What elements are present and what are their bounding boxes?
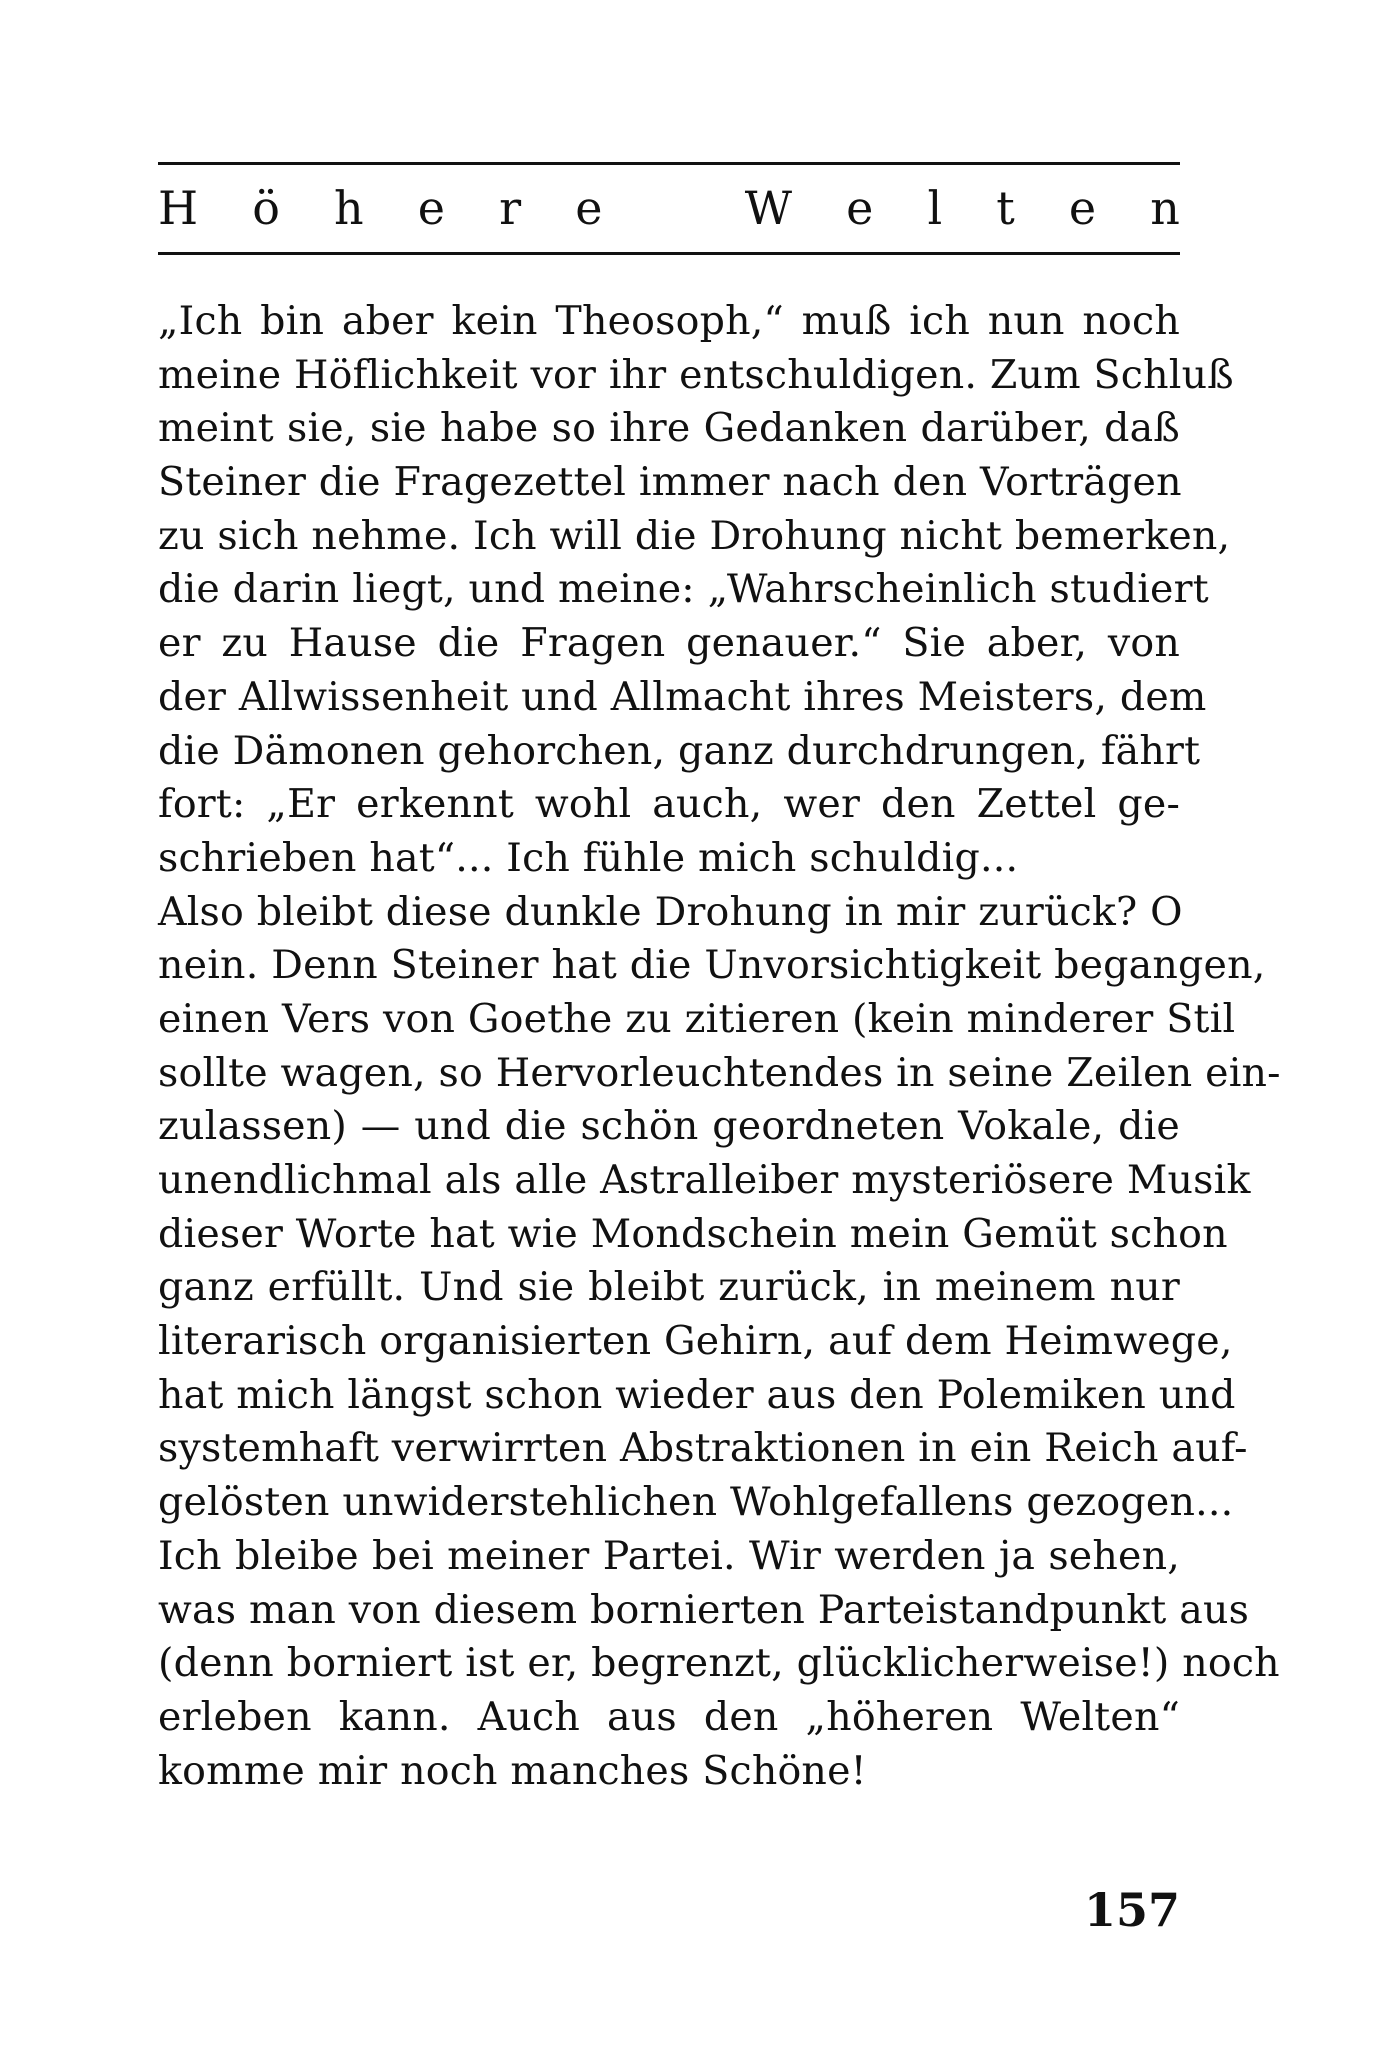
- running-head-letter: r: [499, 181, 522, 235]
- text-line: Ich bleibe bei meiner Partei. Wir werden ja sehen,: [158, 1532, 1180, 1579]
- text-line: hat mich längst schon wieder aus den Polemiken und: [158, 1371, 1236, 1418]
- text-line: Also bleibt diese dunkle Drohung in mir zurück? O: [158, 888, 1183, 935]
- text-line: erleben kann. Auch aus den „höheren Welten“: [158, 1693, 1180, 1740]
- text-line: systemhaft verwirrten Abstraktionen in ein Reich auf-: [158, 1425, 1248, 1472]
- text-line: der Allwissenheit und Allmacht ihres Meisters, dem: [158, 673, 1207, 720]
- running-head-letter: e: [846, 181, 874, 235]
- running-head-letter: ö: [252, 181, 280, 235]
- text-line: die darin liegt, und meine: „Wahrscheinlich studiert: [158, 566, 1209, 613]
- text-line: zulassen) — und die schön geordneten Vokale, die: [158, 1103, 1180, 1150]
- running-head-letter: H: [158, 181, 199, 235]
- text-line: (denn borniert ist er, begrenzt, glücklicherweise!) noch: [158, 1640, 1280, 1687]
- running-head-letter: e: [1068, 181, 1097, 235]
- page-number: 157: [1083, 1883, 1180, 1937]
- text-line: Steiner die Fragezettel immer nach den Vorträgen: [158, 459, 1182, 506]
- text-line: meine Höflichkeit vor ihr entschuldigen. Zum Schluß: [158, 351, 1234, 398]
- running-head-letter: l: [927, 181, 943, 235]
- running-head-letter: t: [996, 181, 1015, 235]
- running-head: [158, 172, 1180, 244]
- running-head-letter: W: [744, 181, 792, 235]
- text-line: ganz erfüllt. Und sie bleibt zurück, in meinem nur: [158, 1264, 1180, 1311]
- text-line: fort: „Er erkennt wohl auch, wer den Zettel ge-: [158, 781, 1180, 828]
- text-line: dieser Worte hat wie Mondschein mein Gemüt schon: [158, 1210, 1228, 1257]
- text-line: er zu Hause die Fragen genauer.“ Sie aber, von: [158, 620, 1180, 667]
- text-line: literarisch organisierten Gehirn, auf dem Heimwege,: [158, 1318, 1233, 1365]
- text-line: schrieben hat“... Ich fühle mich schuldig...: [158, 834, 1019, 881]
- body-text: [158, 295, 1281, 1798]
- text-line: nein. Denn Steiner hat die Unvorsichtigkeit begangen,: [158, 942, 1266, 989]
- text-line: „Ich bin aber kein Theosoph,“ muß ich nun noch: [158, 298, 1180, 344]
- text-line: unendlichmal als alle Astralleiber mysteriösere Musik: [158, 1157, 1251, 1203]
- running-head-letter: e: [575, 181, 603, 235]
- running-head-letter: n: [1150, 181, 1180, 235]
- header-rule-top: [158, 162, 1180, 165]
- header-rule-bottom: [158, 252, 1180, 255]
- text-line: einen Vers von Goethe zu zitieren (kein minderer Stil: [158, 995, 1236, 1042]
- text-line: meint sie, sie habe so ihre Gedanken darüber, daß: [158, 405, 1180, 452]
- running-head-letter: h: [334, 181, 364, 235]
- text-line: komme mir noch manches Schöne!: [158, 1747, 867, 1794]
- text-line: zu sich nehme. Ich will die Drohung nicht bemerken,: [158, 512, 1231, 559]
- text-line: sollte wagen, so Hervorleuchtendes in seine Zeilen ein-: [158, 1049, 1281, 1096]
- running-head-letter: e: [417, 181, 446, 235]
- text-line: was man von diesem bornierten Parteistandpunkt aus: [158, 1586, 1250, 1633]
- text-line: die Dämonen gehorchen, ganz durchdrungen, fährt: [158, 727, 1201, 774]
- text-line: gelösten unwiderstehlichen Wohlgefallens gezogen...: [158, 1479, 1234, 1526]
